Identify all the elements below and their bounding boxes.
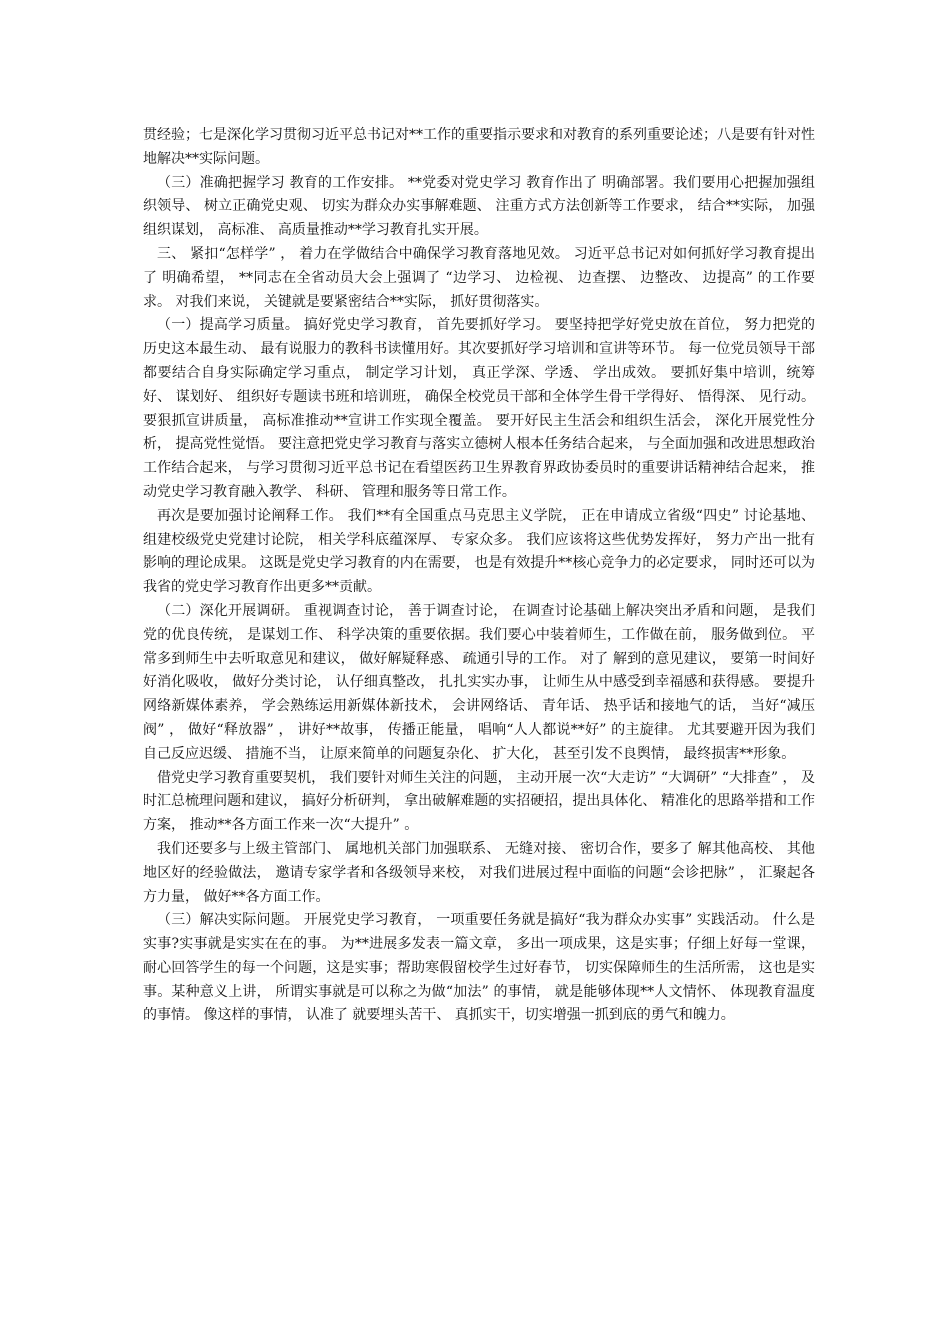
paragraph-section-3-1: （一）提高学习质量。 搞好党史学习教育， 首先要抓好学习。 要坚持把学好党史放在首位， 努力把党的历史这本最生动、 最有说服力的教科书读懂用好。其次要抓好学习培训和宣讲等环节。 每一位党员领导干部都要结合自身实际确定学习重点， 制定学习计划， 真正学深、学透、 学出成效。 要抓好集中培训，统筹好、 谋划好、 组织好专题读书班和培训班， 确保全校党员干部和全体学生骨干学得好、 悟得深、 见行动。 要狠抓宣讲质量， 高标准推动**宣讲工作实现全覆盖。 要开好民主生活会和组织生活会， 深化开展党性分析， 提高党性觉悟。 要注意把党史学习教育与落实立德树人根本任务结合起来， 与全面加强和改进思想政治工作结合起来， 与学习贯彻习近平总书记在看望医药卫生界教育界政协委员时的重要讲话精神结合起来， 推动党史学习教育融入教学、 科研、 管理和服务等日常工作。	[143, 317, 815, 500]
paragraph-cooperation: 我们还要多与上级主管部门、 属地机关部门加强联系、 无缝对接、 密切合作，要多了 解其他高校、 其他地区好的经验做法， 邀请专家学者和各级领导来校， 对我们进展过程中面临的问题“会诊把脉” ， 汇聚起各方力量， 做好**各方面工作。	[143, 840, 815, 905]
paragraph-section-3-2: （二）深化开展调研。 重视调查讨论， 善于调查讨论， 在调查讨论基础上解决突出矛盾和问题， 是我们党的优良传统， 是谋划工作、 科学决策的重要依据。我们要心中装着师生，工作做在前， 服务做到位。 平常多到师生中去听取意见和建议， 做好解疑释惑、 疏通引导的工作。 对了 解到的意见建议， 要第一时间好好消化吸收， 做好分类讨论， 认仔细真整改， 扎扎实实办事， 让师生从中感受到幸福感和获得感。 要提升网络新媒体素养， 学会熟练运用新媒体新技术， 会讲网络话、 青年话、 热乎话和接地气的话， 当好“减压阀” ， 做好“释放器” ， 讲好**故事， 传播正能量， 唱响“人人都说**好” 的主旋律。 尤其要避开因为我们自己反应迟缓、 措施不当， 让原来简单的问题复杂化、 扩大化， 甚至引发不良舆情， 最终损害**形象。	[143, 602, 815, 762]
paragraph-intro-continuation: 贯经验；七是深化学习贯彻习近平总书记对**工作的重要指示要求和对教育的系列重要论述；八是要有针对性地解决**实际问题。	[143, 127, 815, 167]
paragraph-visit-campaign: 借党史学习教育重要契机， 我们要针对师生关注的问题， 主动开展一次“大走访” “大调研” “大排查” ， 及时汇总梳理问题和建议， 搞好分析研判， 拿出破解难题的实招硬招，提出具体化、 精准化的思路举措和工作方案， 推动**各方面工作来一次“大提升” 。	[143, 769, 815, 834]
document-body	[143, 124, 815, 1028]
paragraph-section-3-heading: 三、 紧扣“怎样学” ， 着力在学做结合中确保学习教育落地见效。 习近平总书记对如何抓好学习教育提出了 明确希望， **同志在全省动员大会上强调了 “边学习、 边检视、 边查摆、 边整改、 边提高” 的工作要求。 对我们来说， 关键就是要紧密结合**实际， 抓好贯彻落实。	[143, 245, 815, 310]
paragraph-section-3-3: （三）解决实际问题。 开展党史学习教育， 一项重要任务就是搞好“我为群众办实事” 实践活动。 什么是实事?实事就是实实在在的事。 为**进展多发表一篇文章， 多出一项成果，这是实事；仔细上好每一堂课， 耐心回答学生的每一个问题，这是实事；帮助寒假留校学生过好春节， 切实保障师生的生活所需， 这也是实事。某种意义上讲， 所谓实事就是可以称之为做“加法” 的事情， 就是能够体现**人文情怀、 体现教育温度的事情。 像这样的事情， 认准了 就要埋头苦干、 真抓实干，切实增强一抓到底的勇气和魄力。	[143, 912, 815, 1024]
paragraph-discussion: 再次是要加强讨论阐释工作。 我们**有全国重点马克思主义学院， 正在申请成立省级“四史” 讨论基地、 组建校级党史党建讨论院， 相关学科底蕴深厚、 专家众多。 我们应该将这些优势发挥好， 努力产出一批有影响的理论成果。 这既是党史学习教育的内在需要， 也是有效提升**核心竞争力的必定要求， 同时还可以为我省的党史学习教育作出更多**贡献。	[143, 507, 815, 596]
paragraph-section-2-3: （三）准确把握学习 教育的工作安排。 **党委对党史学习 教育作出了 明确部署。我们要用心把握加强组织领导、 树立正确党史观、 切实为群众办实事解难题、 注重方式方法创新等工作要求， 结合**实际， 加强组织谋划， 高标准、 高质量推动**学习教育扎实开展。	[143, 174, 815, 239]
